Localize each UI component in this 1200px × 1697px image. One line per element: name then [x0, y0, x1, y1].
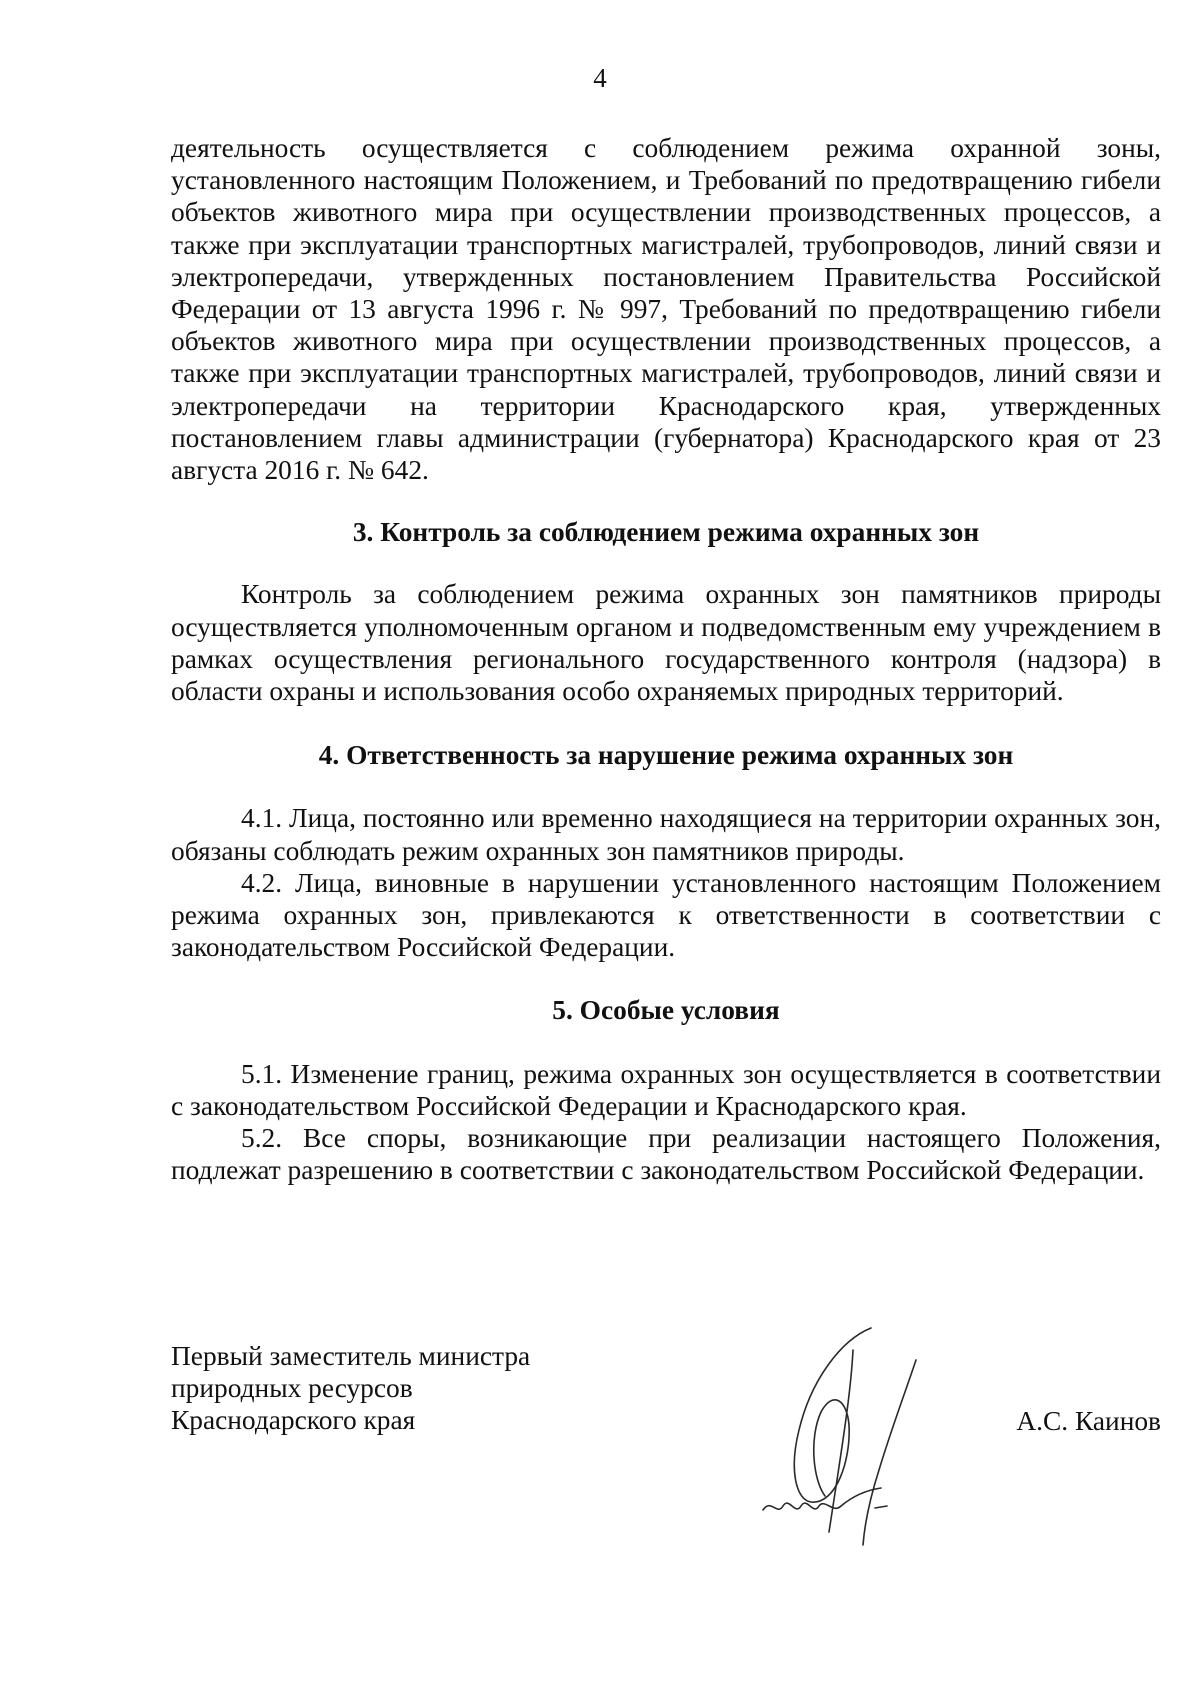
- document-body: [171, 132, 1161, 1186]
- section-3-heading: 3. Контроль за соблюдением режима охранных зон: [352, 517, 980, 548]
- signatory-title: [171, 1340, 530, 1437]
- handwritten-signature: [741, 1320, 971, 1560]
- section-5-heading: 5. Особые условия: [552, 995, 780, 1026]
- section-5-paragraph-2: 5.2. Все споры, возникающие при реализации настоящего Положения, подлежат разрешению в соответствии с законодательством Российской Федерации.: [171, 1123, 1161, 1186]
- page-number: 4: [593, 63, 607, 93]
- signatory-title-line-2: природных ресурсов: [171, 1373, 413, 1404]
- signatory-title-line-1: Первый заместитель министра: [171, 1341, 531, 1371]
- signature-stroke-loop: [794, 1328, 871, 1502]
- signatory-name: А.С. Каинов: [1016, 1406, 1161, 1436]
- section-3-paragraph: Контроль за соблюдением режима охранных зон памятников природы осуществляется уполномоченным органом и подведомственным ему учреждением в рамках осуществления регионального государственного контроля (надзора) в области охраны и использования особо охраняемых природных территорий.: [171, 579, 1161, 707]
- section-4-heading: 4. Ответственность за нарушение режима охранных зон: [318, 740, 1014, 771]
- section-5-paragraph-1: 5.1. Изменение границ, режима охранных зон осуществляется в соответствии с законодательством Российской Федерации и Краснодарского края.: [171, 1058, 1161, 1121]
- signature-block: [171, 1340, 1161, 1540]
- signatory-title-line-3: Краснодарского края: [171, 1405, 416, 1436]
- section-4-paragraph-1: 4.1. Лица, постоянно или временно находящиеся на территории охранных зон, обязаны соблюдать режим охранных зон памятников природы.: [171, 803, 1161, 866]
- intro-paragraph: деятельность осуществляется с соблюдением режима охранной зоны, установленного настоящим Положением, и Требований по предотвращению гибели объектов животного мира при осуществлении производственных процессов, а также при эксплуатации транспортных магистралей, трубопроводов, линий связи и электропередачи, утвержденных постановлением Правительства Российской Федерации от 13 августа 1996 г. № 997, Требований по предотвращению гибели объектов животного мира при осуществлении производственных процессов, а также при эксплуатации транспортных магистралей, трубопроводов, линий связи и электропередачи на территории Краснодарского края, утвержденных постановлением главы администрации (губернатора) Краснодарского края от 23 августа 2016 г. № 642.: [171, 133, 1161, 486]
- section-4-paragraph-2: 4.2. Лица, виновные в нарушении установленного настоящим Положением режима охранных зон, привлекаются к ответственности в соответствии с законодательством Российской Федерации.: [171, 867, 1161, 963]
- signature-stroke-dash: [875, 1506, 887, 1508]
- signature-stroke-right: [863, 1360, 916, 1545]
